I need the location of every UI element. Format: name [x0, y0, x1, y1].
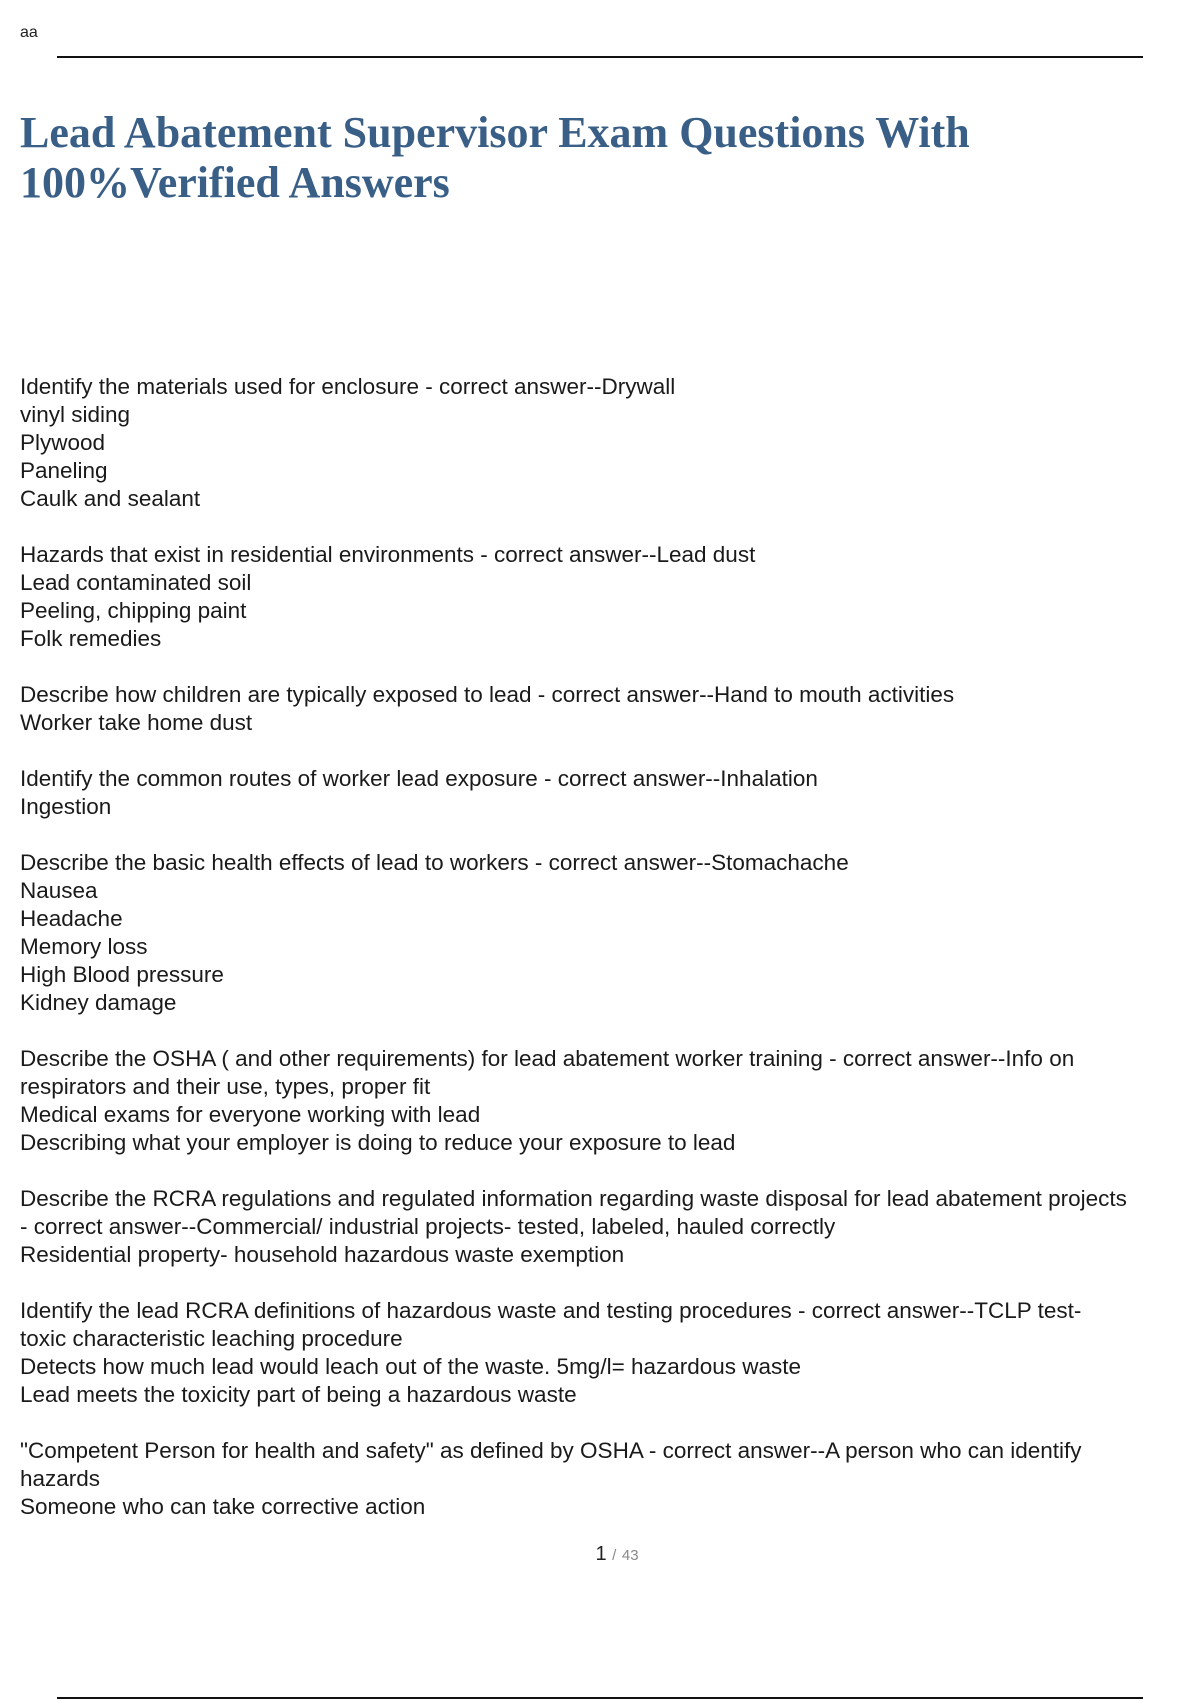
qa-answer-line: Headache	[20, 906, 123, 931]
qa-answer-line: toxic characteristic leaching procedure	[20, 1326, 403, 1351]
header-mark: aa	[20, 24, 38, 41]
qa-answer-line: Lead meets the toxicity part of being a hazardous waste	[20, 1382, 577, 1407]
qa-answer-line: Lead contaminated soil	[20, 570, 252, 595]
qa-answer-line: Memory loss	[20, 934, 148, 959]
qa-answer-line: High Blood pressure	[20, 962, 224, 987]
document-title	[20, 108, 1120, 208]
page-indicator	[0, 1543, 1200, 1566]
qa-item	[20, 1437, 1200, 1521]
question-answer-list	[20, 373, 1200, 1549]
qa-answer-line: Kidney damage	[20, 990, 177, 1015]
qa-item	[20, 1045, 1200, 1157]
qa-answer-line: respirators and their use, types, proper fit	[20, 1074, 431, 1099]
qa-question-line: Hazards that exist in residential environments - correct answer--Lead dust	[20, 542, 756, 567]
qa-answer-line: Folk remedies	[20, 626, 162, 651]
qa-question-line: Describe the OSHA ( and other requirements) for lead abatement worker training - correct answer--Info on	[20, 1046, 1075, 1071]
qa-answer-line: vinyl siding	[20, 402, 131, 427]
qa-question-line: Describe the RCRA regulations and regulated information regarding waste disposal for lead abatement projects	[20, 1186, 1127, 1211]
qa-question-line: "Competent Person for health and safety" as defined by OSHA - correct answer--A person who can identify	[20, 1438, 1082, 1463]
qa-answer-line: Plywood	[20, 430, 106, 455]
qa-question-line: Identify the common routes of worker lead exposure - correct answer--Inhalation	[20, 766, 818, 791]
qa-item	[20, 1185, 1200, 1269]
top-divider	[57, 56, 1143, 58]
qa-answer-line: Residential property- household hazardous waste exemption	[20, 1242, 625, 1267]
qa-answer-line: Worker take home dust	[20, 710, 253, 735]
qa-answer-line: Someone who can take corrective action	[20, 1494, 426, 1519]
qa-item	[20, 1297, 1200, 1409]
bottom-divider	[57, 1697, 1143, 1699]
qa-answer-line: - correct answer--Commercial/ industrial projects- tested, labeled, hauled correctly	[20, 1214, 836, 1239]
title-line-2: 100%Verified Answers	[20, 158, 450, 207]
qa-answer-line: Peeling, chipping paint	[20, 598, 247, 623]
qa-answer-line: Ingestion	[20, 794, 112, 819]
qa-item	[20, 541, 1200, 653]
qa-question-line: Identify the lead RCRA definitions of hazardous waste and testing procedures - correct answer--TCLP test-	[20, 1298, 1082, 1323]
qa-answer-line: Paneling	[20, 458, 108, 483]
qa-answer-line: Describing what your employer is doing to reduce your exposure to lead	[20, 1130, 736, 1155]
page-separator: /	[612, 1547, 617, 1564]
current-page: 1	[595, 1543, 607, 1565]
qa-question-line: Describe how children are typically exposed to lead - correct answer--Hand to mouth activities	[20, 682, 955, 707]
qa-question-line: Identify the materials used for enclosure - correct answer--Drywall	[20, 374, 676, 399]
qa-answer-line: Caulk and sealant	[20, 486, 201, 511]
total-pages: 43	[621, 1547, 639, 1564]
qa-answer-line: Nausea	[20, 878, 98, 903]
qa-item	[20, 765, 1200, 821]
qa-answer-line: hazards	[20, 1466, 101, 1491]
title-line-1: Lead Abatement Supervisor Exam Questions With	[20, 108, 970, 157]
qa-question-line: Describe the basic health effects of lead to workers - correct answer--Stomachache	[20, 850, 849, 875]
qa-item	[20, 681, 1200, 737]
qa-answer-line: Detects how much lead would leach out of the waste. 5mg/l= hazardous waste	[20, 1354, 802, 1379]
qa-answer-line: Medical exams for everyone working with lead	[20, 1102, 481, 1127]
qa-item	[20, 373, 1200, 513]
qa-item	[20, 849, 1200, 1017]
